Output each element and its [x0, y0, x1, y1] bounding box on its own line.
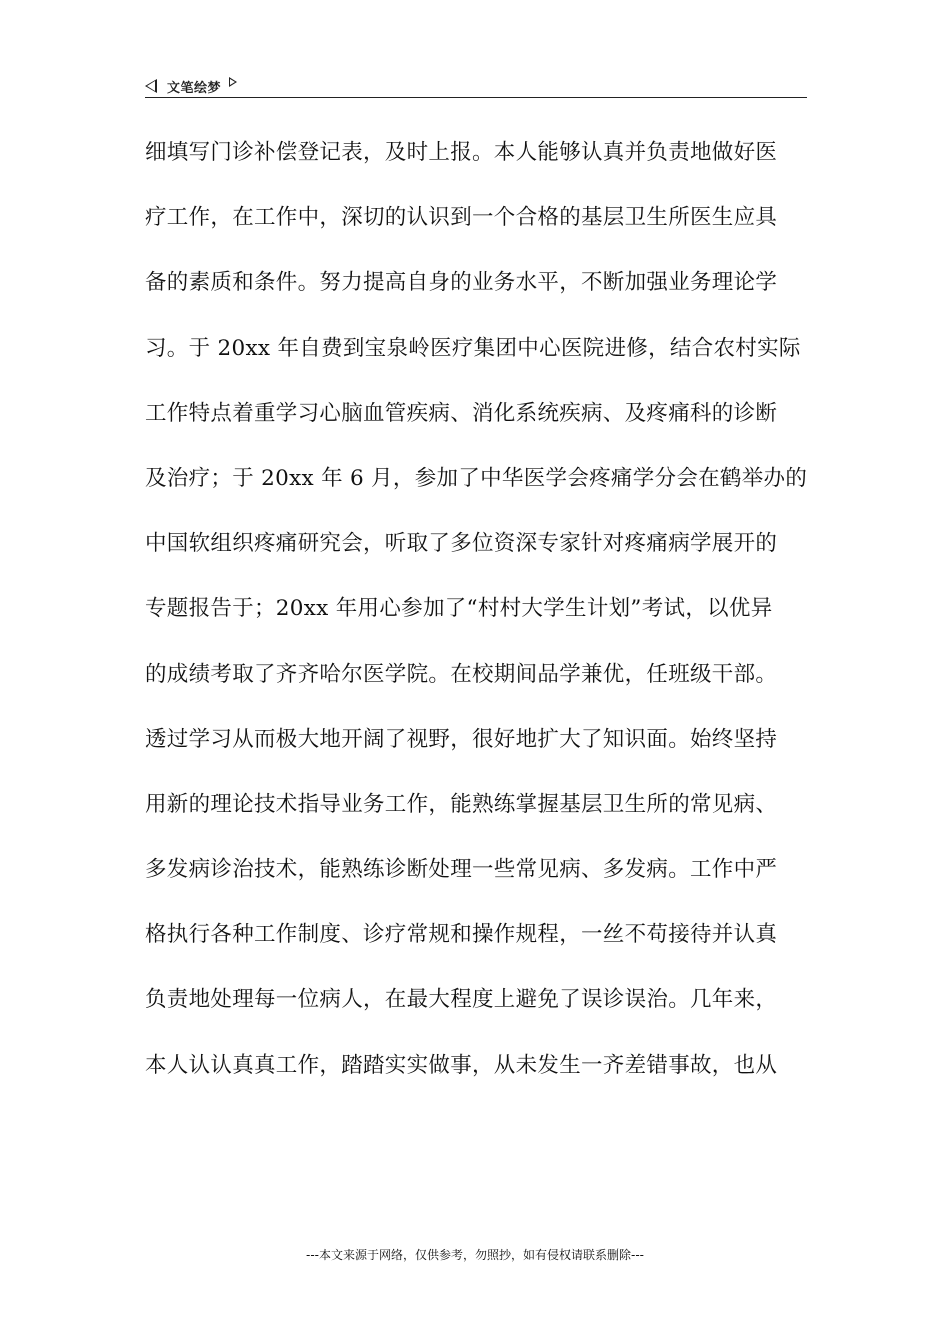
body-line: 格执行各种工作制度、诊疗常规和操作规程，一丝不苟接待并认真 — [145, 922, 778, 948]
triangle-left-icon — [145, 79, 157, 93]
body-line: 用新的理论技术指导业务工作，能熟练掌握基层卫生所的常见病、 — [145, 791, 778, 817]
triangle-right-icon — [229, 77, 237, 87]
body-line: 本人认认真真工作，踏踏实实做事，从未发生一齐差错事故，也从 — [145, 1052, 778, 1078]
body-line: 及治疗；于 20xx 年 6 月，参加了中华医学会疼痛学分会在鹤举办的 — [145, 465, 808, 491]
body-line: 中国软组织疼痛研究会，听取了多位资深专家针对疼痛病学展开的 — [145, 531, 778, 557]
body-line: 负责地处理每一位病人，在最大程度上避免了误诊误治。几年来， — [145, 987, 778, 1013]
body-line: 的成绩考取了齐齐哈尔医学院。在校期间品学兼优，任班级干部。 — [145, 661, 778, 687]
body-line: 细填写门诊补偿登记表，及时上报。本人能够认真并负责地做好医 — [145, 140, 778, 165]
body-line: 疗工作，在工作中，深切的认识到一个合格的基层卫生所医生应具 — [145, 205, 778, 231]
body-line: 多发病诊治技术，能熟练诊断处理一些常见病、多发病。工作中严 — [145, 857, 778, 883]
document-body — [145, 128, 810, 1106]
page-header — [145, 74, 807, 98]
body-line: 备的素质和条件。努力提高自身的业务水平，不断加强业务理论学 — [145, 270, 778, 296]
body-line: 工作特点着重学习心脑血管疾病、消化系统疾病、及疼痛科的诊断 — [145, 400, 778, 426]
footer-notice: ---本文来源于网络，仅供参考，勿照抄，如有侵权请联系删除--- — [306, 1248, 644, 1262]
header-divider — [145, 97, 807, 98]
body-line: 专题报告于；20xx 年用心参加了“村村大学生计划”考试，以优异 — [145, 596, 773, 622]
body-line: 习。于 20xx 年自费到宝泉岭医疗集团中心医院进修，结合农村实际 — [145, 335, 801, 361]
body-line: 透过学习从而极大地开阔了视野，很好地扩大了知识面。始终坚持 — [145, 726, 778, 752]
header-brand: 文笔绘梦 — [167, 80, 222, 96]
